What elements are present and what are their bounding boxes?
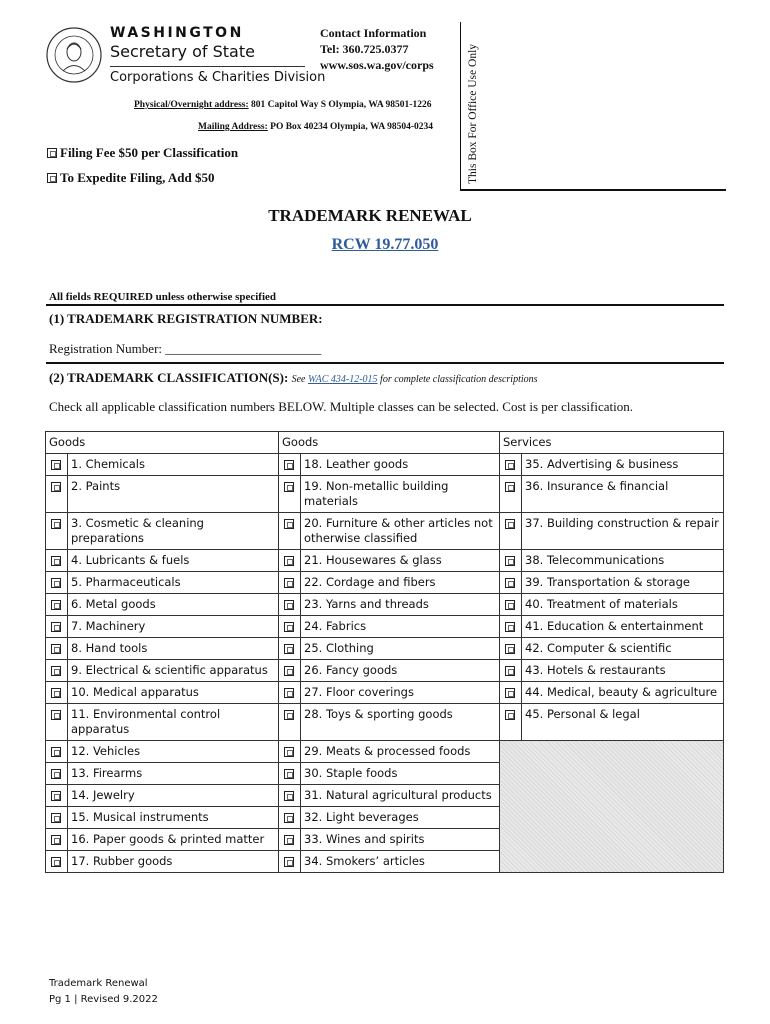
class-checkbox-cell (46, 851, 68, 873)
class-checkbox[interactable] (284, 835, 294, 845)
class-label: 4. Lubricants & fuels (68, 550, 279, 572)
class-label: 14. Jewelry (68, 785, 279, 807)
class-checkbox[interactable] (505, 578, 515, 588)
class-label: 9. Electrical & scientific apparatus (68, 660, 279, 682)
class-label: 37. Building construction & repair (522, 513, 724, 550)
rcw-link[interactable]: RCW 19.77.050 (331, 236, 439, 253)
class-label: 27. Floor coverings (301, 682, 500, 704)
physical-address-label: Physical/Overnight address: (134, 100, 249, 110)
class-label: 44. Medical, beauty & agriculture (522, 682, 724, 704)
class-checkbox-cell (279, 476, 301, 513)
class-checkbox[interactable] (51, 791, 61, 801)
class-checkbox-cell (46, 741, 68, 763)
class-label: 16. Paper goods & printed matter (68, 829, 279, 851)
class-checkbox[interactable] (505, 482, 515, 492)
class-checkbox[interactable] (505, 644, 515, 654)
class-checkbox-cell (500, 572, 522, 594)
state-seal-logo (46, 27, 102, 83)
class-label: 24. Fabrics (301, 616, 500, 638)
class-label: 5. Pharmaceuticals (68, 572, 279, 594)
org-divider (110, 66, 305, 67)
class-checkbox-cell (279, 851, 301, 873)
class-checkbox-cell (46, 454, 68, 476)
filing-fee-option (47, 145, 238, 161)
table-row (46, 682, 724, 704)
table-header-row (46, 432, 724, 454)
class-checkbox-cell (46, 550, 68, 572)
class-checkbox-cell (46, 763, 68, 785)
footer (49, 976, 158, 1008)
class-label: 6. Metal goods (68, 594, 279, 616)
class-label: 10. Medical apparatus (68, 682, 279, 704)
class-label: 43. Hotels & restaurants (522, 660, 724, 682)
instructions: Check all applicable classification numbers BELOW. Multiple classes can be selected. Cost is per classification. (49, 399, 633, 414)
class-label: 26. Fancy goods (301, 660, 500, 682)
class-checkbox-cell (46, 594, 68, 616)
class-checkbox[interactable] (505, 556, 515, 566)
class-checkbox[interactable] (284, 460, 294, 470)
class-checkbox[interactable] (284, 600, 294, 610)
class-label: 8. Hand tools (68, 638, 279, 660)
class-checkbox[interactable] (505, 600, 515, 610)
filing-fee-checkbox[interactable] (47, 148, 57, 158)
class-label: 32. Light beverages (301, 807, 500, 829)
class-checkbox-cell (279, 454, 301, 476)
class-checkbox[interactable] (284, 666, 294, 676)
class-checkbox[interactable] (284, 578, 294, 588)
class-checkbox[interactable] (51, 644, 61, 654)
form-title: TRADEMARK RENEWAL (268, 206, 472, 225)
class-label: 20. Furniture & other articles not otherwise classified (301, 513, 500, 550)
expedite-checkbox[interactable] (47, 173, 57, 183)
class-checkbox[interactable] (51, 460, 61, 470)
class-checkbox[interactable] (51, 813, 61, 823)
class-checkbox-cell (500, 704, 522, 741)
class-label: 17. Rubber goods (68, 851, 279, 873)
class-label: 36. Insurance & financial (522, 476, 724, 513)
class-checkbox[interactable] (51, 519, 61, 529)
class-checkbox-cell (500, 638, 522, 660)
classification-table (45, 431, 724, 873)
class-label: 11. Environmental control apparatus (68, 704, 279, 741)
wac-link[interactable]: WAC 434-12-015 (307, 374, 378, 385)
physical-address (134, 100, 431, 110)
class-checkbox[interactable] (505, 622, 515, 632)
section2-note-see: See (291, 374, 306, 385)
class-checkbox-cell (46, 704, 68, 741)
class-label: 15. Musical instruments (68, 807, 279, 829)
class-checkbox[interactable] (51, 600, 61, 610)
class-checkbox-cell (279, 513, 301, 550)
table-row (46, 476, 724, 513)
class-checkbox[interactable] (51, 622, 61, 632)
class-label: 41. Education & entertainment (522, 616, 724, 638)
class-checkbox[interactable] (284, 519, 294, 529)
class-label: 3. Cosmetic & cleaning preparations (68, 513, 279, 550)
class-checkbox-cell (46, 638, 68, 660)
class-checkbox-cell (500, 594, 522, 616)
class-checkbox[interactable] (505, 688, 515, 698)
class-checkbox[interactable] (51, 482, 61, 492)
class-label: 2. Paints (68, 476, 279, 513)
class-checkbox[interactable] (284, 622, 294, 632)
footer-title: Trademark Renewal (49, 978, 148, 989)
table-row (46, 572, 724, 594)
class-checkbox-cell (500, 660, 522, 682)
class-checkbox[interactable] (284, 813, 294, 823)
class-checkbox[interactable] (284, 644, 294, 654)
table-row (46, 616, 724, 638)
org-division: Corporations & Charities Division (110, 70, 326, 85)
class-label: 30. Staple foods (301, 763, 500, 785)
class-checkbox-cell (500, 550, 522, 572)
class-label: 33. Wines and spirits (301, 829, 500, 851)
class-checkbox-cell (500, 454, 522, 476)
table-row (46, 660, 724, 682)
class-checkbox[interactable] (505, 666, 515, 676)
class-label: 19. Non-metallic building materials (301, 476, 500, 513)
section1-title: (1) TRADEMARK REGISTRATION NUMBER: (49, 311, 323, 326)
office-box-border (460, 189, 726, 191)
class-checkbox[interactable] (505, 710, 515, 720)
class-label: 25. Clothing (301, 638, 500, 660)
mailing-address (198, 122, 433, 132)
class-label: 18. Leather goods (301, 454, 500, 476)
class-checkbox[interactable] (284, 769, 294, 779)
class-checkbox[interactable] (505, 519, 515, 529)
table-row (46, 741, 724, 763)
class-checkbox-cell (279, 682, 301, 704)
class-checkbox[interactable] (51, 857, 61, 867)
class-checkbox[interactable] (51, 688, 61, 698)
contact-info (320, 25, 434, 73)
class-checkbox-cell (279, 785, 301, 807)
class-checkbox-cell (279, 807, 301, 829)
header-goods-1: Goods (46, 432, 279, 454)
section2-title: (2) TRADEMARK CLASSIFICATION(S): (49, 370, 289, 385)
mailing-address-label: Mailing Address: (198, 122, 268, 132)
header-goods-2: Goods (279, 432, 500, 454)
class-label: 31. Natural agricultural products (301, 785, 500, 807)
section2-note-rest: for complete classification descriptions (380, 374, 538, 385)
expedite-label: To Expedite Filing, Add $50 (60, 170, 215, 185)
expedite-option (47, 170, 214, 186)
class-checkbox-cell (279, 572, 301, 594)
class-checkbox-cell (279, 829, 301, 851)
physical-address-value: 801 Capitol Way S Olympia, WA 98501-1226 (251, 100, 432, 110)
table-row (46, 513, 724, 550)
class-label: 40. Treatment of materials (522, 594, 724, 616)
class-checkbox[interactable] (284, 710, 294, 720)
class-checkbox[interactable] (51, 578, 61, 588)
contact-website: www.sos.wa.gov/corps (320, 58, 434, 72)
class-label: 23. Yarns and threads (301, 594, 500, 616)
class-checkbox-cell (279, 660, 301, 682)
class-checkbox-cell (500, 476, 522, 513)
class-checkbox-cell (46, 616, 68, 638)
header-services: Services (500, 432, 724, 454)
class-checkbox-cell (46, 785, 68, 807)
table-row (46, 454, 724, 476)
class-checkbox-cell (279, 704, 301, 741)
footer-page-info: Pg 1 | Revised 9.2022 (49, 994, 158, 1005)
class-label: 29. Meats & processed foods (301, 741, 500, 763)
class-checkbox-cell (279, 550, 301, 572)
class-checkbox[interactable] (51, 556, 61, 566)
class-checkbox[interactable] (284, 857, 294, 867)
section2-heading (49, 370, 538, 386)
class-checkbox[interactable] (284, 747, 294, 757)
class-label: 22. Cordage and fibers (301, 572, 500, 594)
contact-heading: Contact Information (320, 26, 427, 40)
class-checkbox-cell (500, 682, 522, 704)
table-row (46, 704, 724, 741)
class-label: 38. Telecommunications (522, 550, 724, 572)
class-label: 28. Toys & sporting goods (301, 704, 500, 741)
class-label: 35. Advertising & business (522, 454, 724, 476)
class-label: 13. Firearms (68, 763, 279, 785)
class-checkbox-cell (46, 682, 68, 704)
class-label: 42. Computer & scientific (522, 638, 724, 660)
class-checkbox-cell (46, 513, 68, 550)
class-checkbox[interactable] (284, 482, 294, 492)
class-checkbox[interactable] (51, 710, 61, 720)
section-divider (46, 362, 724, 364)
section2-note (292, 374, 538, 385)
shaded-empty-area (500, 741, 724, 873)
class-checkbox-cell (500, 513, 522, 550)
org-name: WASHINGTON (110, 25, 244, 41)
required-note: All fields REQUIRED unless otherwise specified (49, 291, 277, 303)
section-divider (46, 304, 724, 306)
contact-phone: Tel: 360.725.0377 (320, 42, 409, 56)
class-checkbox[interactable] (284, 556, 294, 566)
class-label: 1. Chemicals (68, 454, 279, 476)
class-checkbox-cell (46, 476, 68, 513)
class-checkbox[interactable] (51, 769, 61, 779)
class-checkbox-cell (46, 572, 68, 594)
class-label: 21. Housewares & glass (301, 550, 500, 572)
table-row (46, 638, 724, 660)
class-checkbox-cell (279, 616, 301, 638)
filing-fee-label: Filing Fee $50 per Classification (60, 145, 239, 160)
class-checkbox[interactable] (284, 791, 294, 801)
class-label: 34. Smokers’ articles (301, 851, 500, 873)
class-checkbox[interactable] (505, 460, 515, 470)
class-checkbox[interactable] (51, 747, 61, 757)
table-row (46, 550, 724, 572)
org-office: Secretary of State (110, 42, 255, 61)
class-checkbox-cell (46, 807, 68, 829)
office-box-border (460, 22, 461, 190)
class-checkbox[interactable] (284, 688, 294, 698)
class-label: 7. Machinery (68, 616, 279, 638)
class-checkbox[interactable] (51, 666, 61, 676)
registration-number-field[interactable]: Registration Number: ________________________ (49, 341, 322, 356)
class-label: 45. Personal & legal (522, 704, 724, 741)
office-use-label: This Box For Office Use Only (467, 43, 479, 184)
class-checkbox-cell (46, 660, 68, 682)
class-checkbox-cell (279, 763, 301, 785)
table-row (46, 594, 724, 616)
class-checkbox-cell (46, 829, 68, 851)
class-label: 12. Vehicles (68, 741, 279, 763)
class-checkbox-cell (279, 638, 301, 660)
mailing-address-value: PO Box 40234 Olympia, WA 98504-0234 (270, 122, 434, 132)
class-label: 39. Transportation & storage (522, 572, 724, 594)
class-checkbox-cell (279, 594, 301, 616)
class-checkbox-cell (500, 616, 522, 638)
class-checkbox[interactable] (51, 835, 61, 845)
class-checkbox-cell (279, 741, 301, 763)
